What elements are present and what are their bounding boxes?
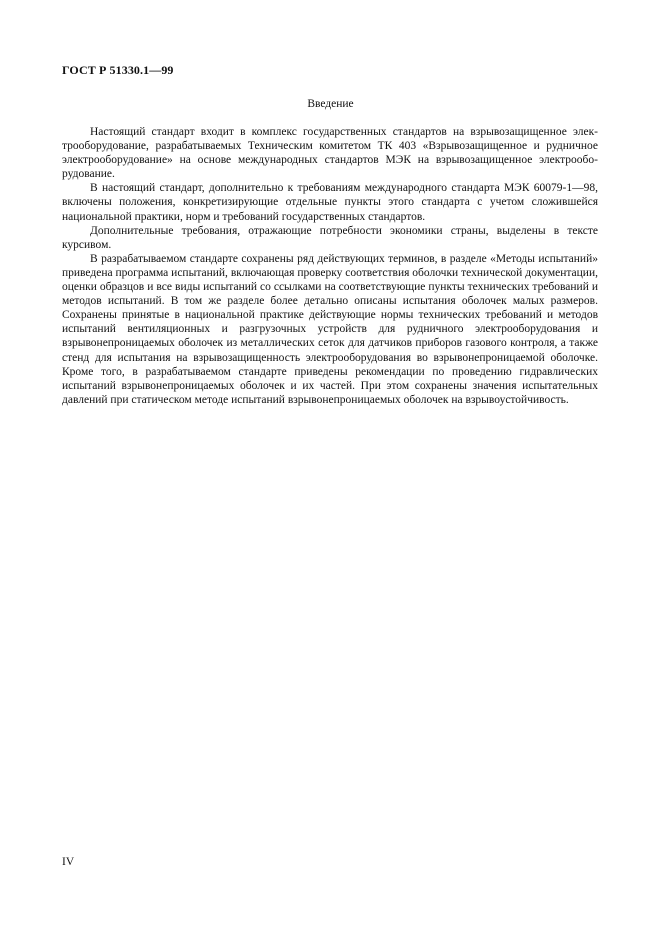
introduction-text — [62, 125, 598, 407]
standard-header: ГОСТ Р 51330.1—99 — [62, 63, 174, 77]
section-title: Введение — [307, 98, 354, 110]
paragraph-1: Настоящий стандарт входит в комплекс государственных стандартов на взрывозащищенное электрооборудование, разрабатываемых Техническим комитетом ТК 403 «Взрывозащищенное и рудничное электрооборудование» на основе международных стандартов МЭК на взрывозащищенное электрооборудование. — [62, 126, 598, 181]
paragraph-3: Дополнительные требования, отражающие потребности экономики страны, выделены в тексте курсивом. — [62, 224, 598, 251]
paragraph-4: В разрабатываемом стандарте сохранены ряд действующих терминов, в разделе «Методы испытаний» приведена программа испытаний, включающая проверку соответствия оболочки технической документации, оценки образцов и все виды испытаний со ссылками на соответствующие пункты технических требований и методов испытаний. В том же разделе более детально описаны испытания оболочек малых размеров. Сохранены принятые в национальной практике действующие нормы технических требований и методов испытаний вентиляционных и разгрузочных устройств для рудничного электрооборудования и взрывонепроницаемых оболочек из металлических сеток для датчиков приборов газового контроля, а также стенд для испытания на взрывозащищенность электрооборудования во взрывонепроницаемой оболочке. Кроме того, в разрабатываемом стандарте приведены рекомендации по проведению гидравлических испытаний взрывонепроницаемых оболочек и их частей. При этом сохранены значения испытательных давлений при статическом методе испытаний взрывонепроницаемых оболочек на взрывоустойчивость. — [62, 252, 598, 406]
paragraph-2: В настоящий стандарт, дополнительно к требованиям международного стандарта МЭК 60079-1—98, включены положения, конкретизирующие отдельные пункты этого стандарта с учетом сложившейся национальной практики, норм и требований государственных стандартов. — [62, 182, 598, 223]
page-number: IV — [62, 856, 75, 868]
